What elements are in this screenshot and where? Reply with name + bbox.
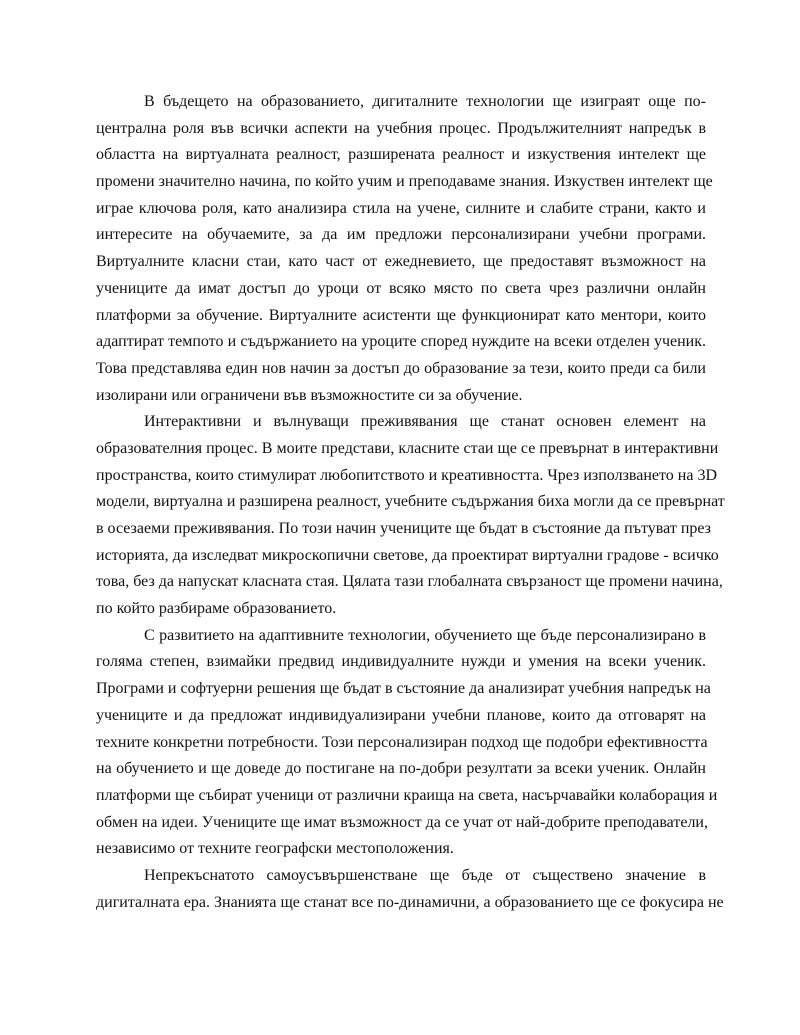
paragraph xyxy=(96,863,724,916)
text-line: Програми и софтуерни решения ще бъдат в състояние да анализират учебния напредък на xyxy=(96,680,711,698)
text-line: пространства, които стимулират любопитството и креативността. Чрез използването на 3D xyxy=(96,466,717,484)
text-line: играе ключова роля, като анализира стила на учене, силните и слабите страни, както и xyxy=(96,199,706,217)
text-line: интересите на обучаемите, за да им предложи персонализирани учебни програми. xyxy=(96,226,706,244)
text-line: обмен на идеи. Учениците ще имат възможност да се учат от най-добрите преподаватели, xyxy=(96,813,708,831)
paragraph xyxy=(96,409,725,623)
text-line: дигиталната ера. Знанията ще станат все по-динамични, а образованието ще се фокусира не xyxy=(96,893,724,911)
text-line: В бъдещето на образованието, дигиталните технологии ще изиграят още по- xyxy=(144,93,706,110)
text-line: промени значително начина, по който учим и преподаваме знания. Изкуствен интелект ще xyxy=(96,173,713,191)
text-line: изолирани или ограничени във възможностите си за обучение. xyxy=(96,386,523,404)
text-line: независимо от техните географски местоположения. xyxy=(96,840,454,858)
paragraph xyxy=(96,623,718,863)
text-line: в осезаеми преживявания. По този начин учениците ще бъдат в състояние да пътуват през xyxy=(96,520,711,537)
text-line: историята, да изследват микроскопични светове, да проектират виртуални градове - всичко xyxy=(96,546,719,564)
text-line: Интерактивни и вълнуващи преживявания ще станат основен елемент на xyxy=(144,413,706,431)
text-line: С развитието на адаптивните технологии, обучението ще бъде персонализирано в xyxy=(144,626,706,644)
text-line: по който разбираме образованието. xyxy=(96,600,337,618)
text-line: адаптират темпото и съдържанието на уроците според нуждите на всеки отделен ученик. xyxy=(96,333,706,351)
text-line: областта на виртуалната реалност, разширената реалност и изкуствения интелект ще xyxy=(96,146,706,164)
text-line: Виртуалните класни стаи, като част от ежедневието, ще предоставят възможност на xyxy=(96,253,706,271)
text-line: Това представлява един нов начин за достъп до образование за тези, които преди са били xyxy=(96,359,706,377)
text-line: това, без да напускат класната стая. Цялата тази глобалната свързаност ще промени начина, xyxy=(96,573,723,591)
text-line: образователния процес. В моите представи, класните стаи ще се превърнат в интерактивни xyxy=(96,439,719,457)
document-body xyxy=(96,89,725,916)
text-line: учениците да имат достъп до уроци от всяко място по света чрез различни онлайн xyxy=(96,279,706,297)
text-line: голяма степен, взимайки предвид индивидуалните нужди и умения на всеки ученик. xyxy=(96,653,706,671)
text-line: централна роля във всички аспекти на учебния процес. Продължителният напредък в xyxy=(96,119,706,137)
text-line: модели, виртуална и разширена реалност, учебните съдържания биха могли да се превърнат xyxy=(96,493,725,511)
text-line: на обучението и ще доведе до постигане на по-добри резултати за всеки ученик. Онлайн xyxy=(96,760,706,778)
paragraph xyxy=(96,89,713,409)
text-line: техните конкретни потребности. Този персонализиран подход ще подобри ефективността xyxy=(96,733,708,751)
text-line: учениците и да предложат индивидуализирани учебни планове, които да отговарят на xyxy=(96,706,706,724)
text-line: платформи за обучение. Виртуалните асистенти ще функционират като ментори, които xyxy=(96,306,706,324)
text-line: Непрекъснатото самоусъвършенстване ще бъде от съществено значение в xyxy=(144,866,706,884)
text-line: платформи ще събират ученици от различни краища на света, насърчавайки колаборация и xyxy=(96,786,718,804)
